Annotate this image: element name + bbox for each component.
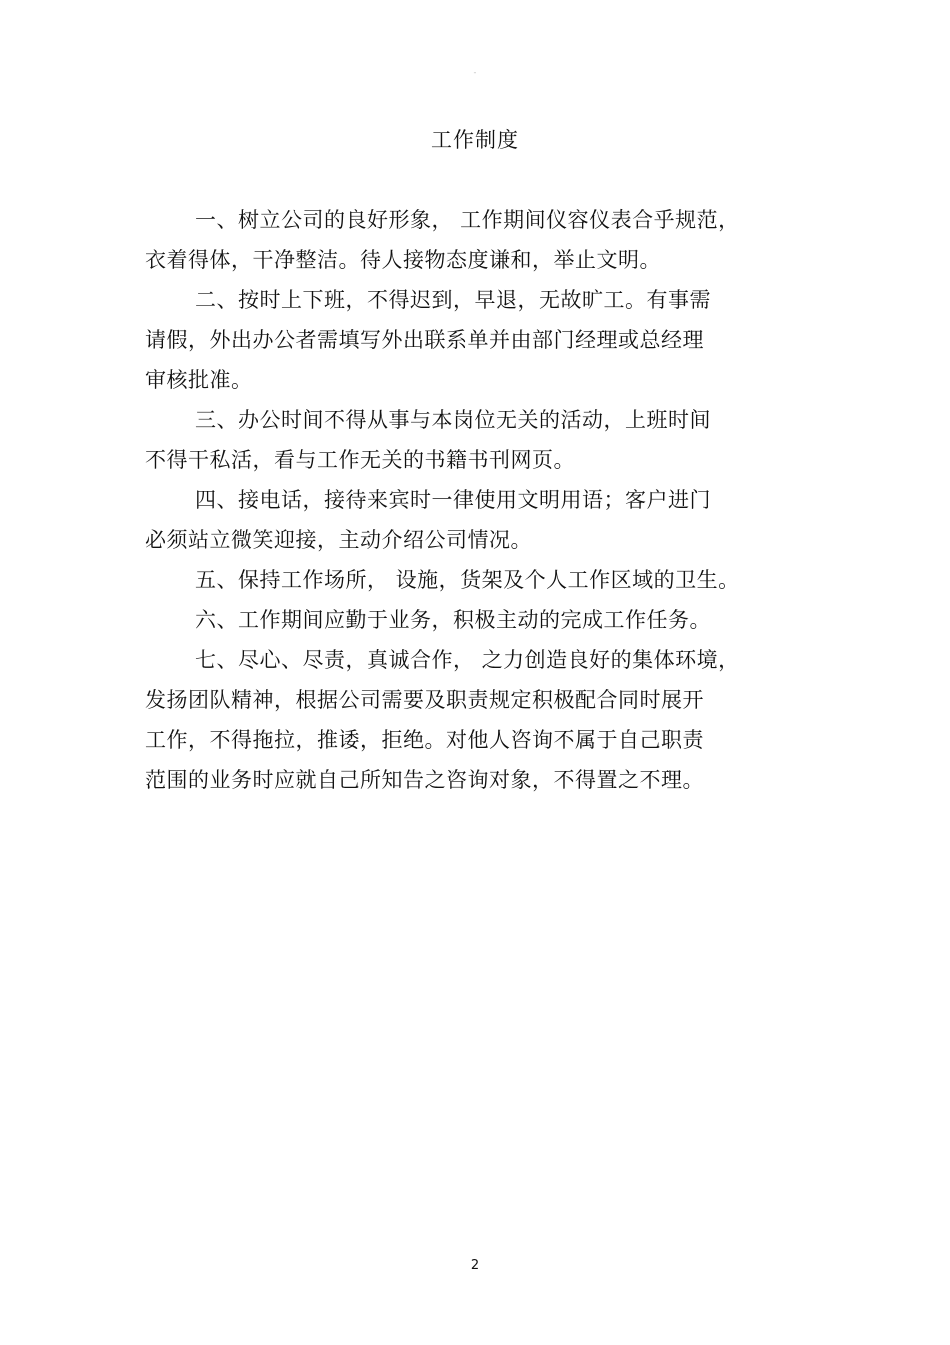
paragraph-line: 审核批准。 xyxy=(145,368,253,392)
document-title: 工作制度 xyxy=(431,128,519,152)
document-body xyxy=(145,200,785,800)
paragraph-line: 工作，不得拖拉，推诿，拒绝。对他人咨询不属于自己职责 xyxy=(145,728,704,752)
page-number: 2 xyxy=(470,1258,480,1273)
paragraph-line: 三、办公时间不得从事与本岗位无关的活动，上班时间 xyxy=(195,408,711,432)
paragraph-line: 六、工作期间应勤于业务，积极主动的完成工作任务。 xyxy=(195,608,711,632)
paragraph-line: 范围的业务时应就自己所知告之咨询对象，不得置之不理。 xyxy=(145,768,704,792)
paragraph-line: 衣着得体，干净整洁。待人接物态度谦和，举止文明。 xyxy=(145,248,661,272)
header-mark: - xyxy=(473,68,477,77)
paragraph-line: 必须站立微笑迎接，主动介绍公司情况。 xyxy=(145,528,532,552)
paragraph-line: 五、保持工作场所， 设施，货架及个人工作区域的卫生。 xyxy=(195,568,740,592)
paragraph-line: 二、按时上下班，不得迟到，早退，无故旷工。有事需 xyxy=(195,288,711,312)
paragraph-line: 四、接电话，接待来宾时一律使用文明用语；客户进门 xyxy=(195,488,711,512)
paragraph-line: 一、树立公司的良好形象， 工作期间仪容仪表合乎规范， xyxy=(195,208,740,232)
paragraph-line: 请假，外出办公者需填写外出联系单并由部门经理或总经理 xyxy=(145,328,704,352)
paragraph-line: 不得干私活，看与工作无关的书籍书刊网页。 xyxy=(145,448,575,472)
paragraph-line: 发扬团队精神，根据公司需要及职责规定积极配合同时展开 xyxy=(145,688,704,712)
paragraph-line: 七、尽心、尽责，真诚合作， 之力创造良好的集体环境， xyxy=(195,648,740,672)
